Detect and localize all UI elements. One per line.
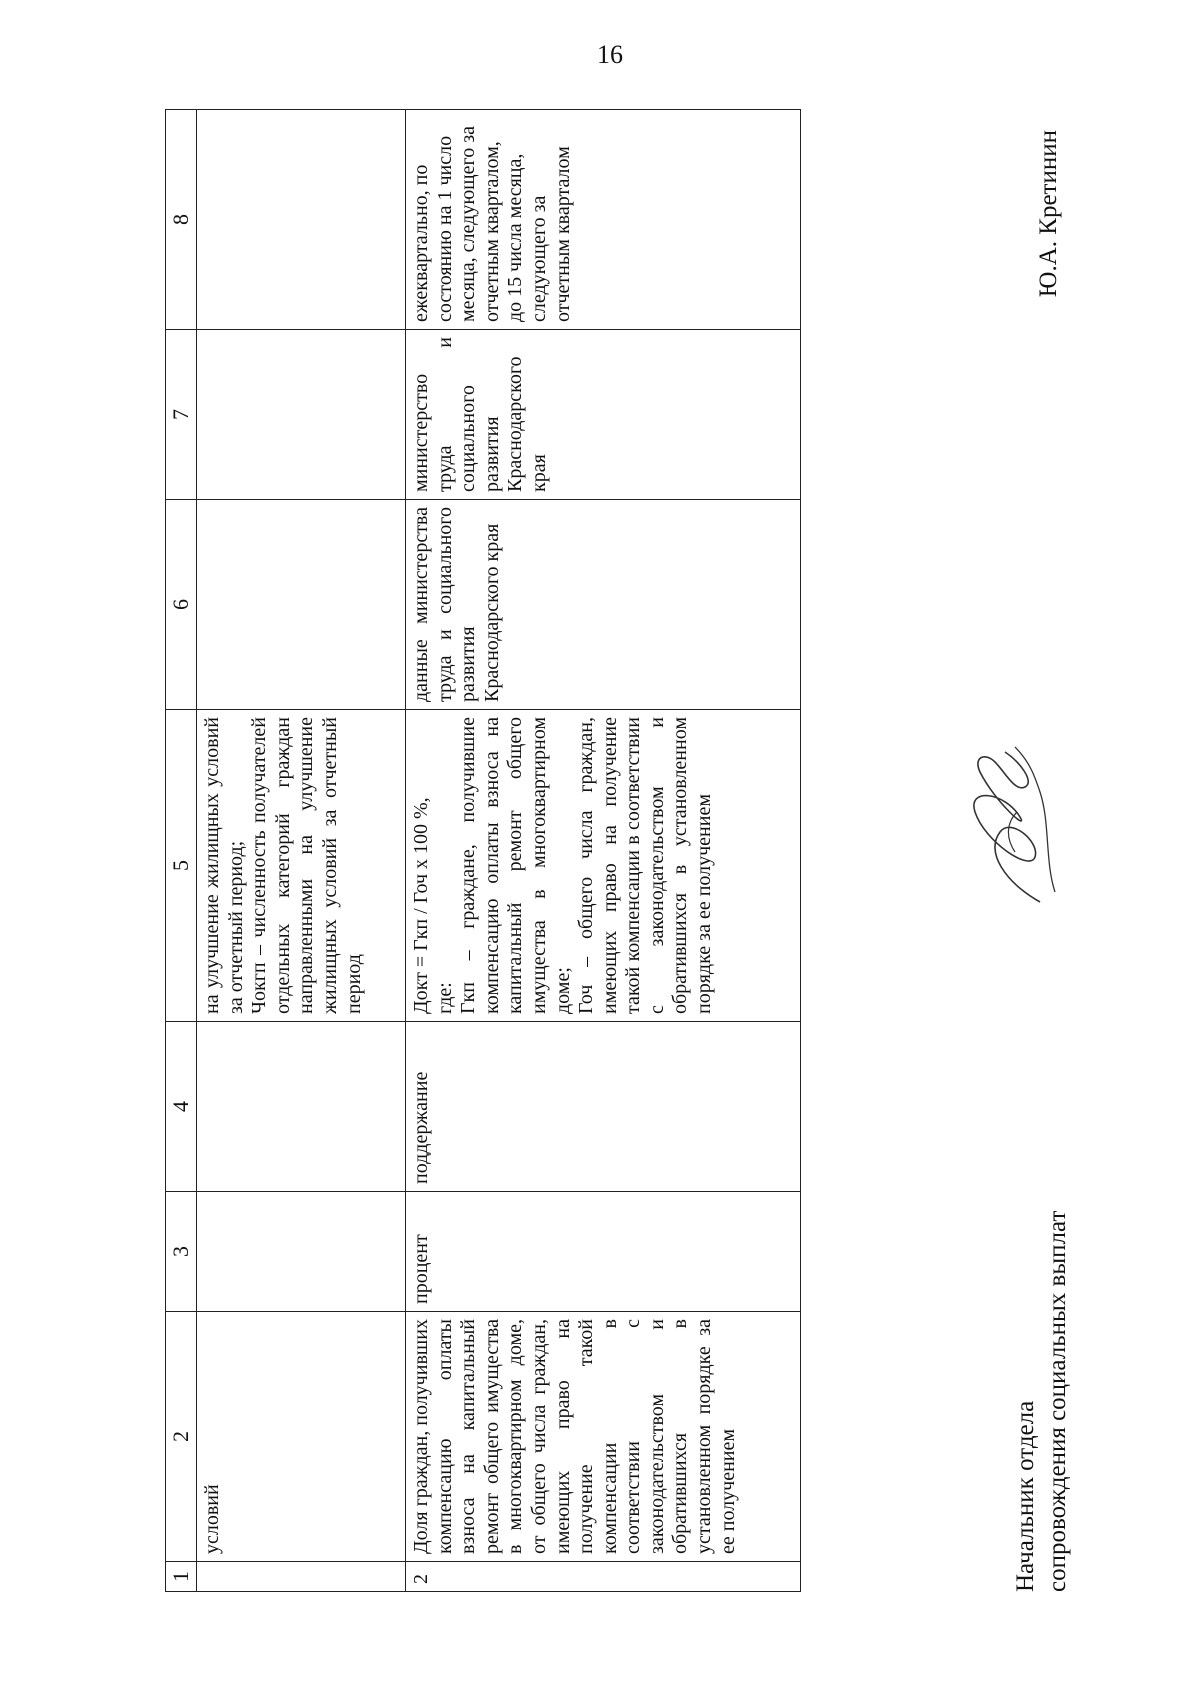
header-row — [166, 110, 197, 1592]
cell-source: данные министерства труда и социального развития Краснодарского края — [405, 500, 800, 710]
page-number: 16 — [597, 40, 623, 69]
signer-position-line2: сопровождения социальных выплат — [1044, 1210, 1071, 1592]
signer-name: Ю.А. Кретинин — [1035, 130, 1062, 298]
cell-dynamics — [196, 1022, 405, 1192]
cell-schedule — [196, 110, 405, 330]
table-row — [405, 110, 800, 1592]
header-col-7: 7 — [166, 330, 197, 500]
signature-block — [1010, 1211, 1074, 1592]
header-col-6: 6 — [166, 500, 197, 710]
header-col-3: 3 — [166, 1192, 197, 1312]
handwritten-signature — [945, 742, 1095, 912]
cell-responsible: министерство труда и социального развития Краснодарского края — [405, 330, 800, 500]
header-col-2: 2 — [166, 1312, 197, 1562]
table-row — [196, 110, 405, 1592]
cell-indicator-name: Доля граждан, получивших компенсацию оплаты взноса на капитальный ремонт общего имущества в многоквартирном доме, от общего числа граждан, имеющих право на получение такой компенсации в соответствии с законодательством и обратившихся в установленном порядке за ее получением — [405, 1312, 800, 1562]
cell-formula: Докт = Гкп / Гоч х 100 %, где: Гкп – граждане, получившие компенсацию оплаты взноса на капитальный ремонт общего имущества в многоквартирном доме; Гоч – общего числа граждан, имеющих право на получение такой компенсации в соответствии с законодательством и обратившихся в установленном порядке за ее получением — [405, 710, 800, 1022]
landscape-frame — [165, 110, 1185, 1592]
cell-indicator-name: условий — [196, 1312, 405, 1562]
cell-formula: на улучшение жилищных условий за отчетный период; Чокгп – численность получателей отдельных категорий граждан направленными на улучшение жилищных условий за отчетный период — [196, 710, 405, 1022]
cell-source — [196, 500, 405, 710]
signer-position-line1: Начальник отдела — [1012, 1400, 1039, 1592]
indicator-table — [165, 109, 801, 1592]
header-col-1: 1 — [166, 1562, 197, 1592]
cell-number: 2 — [405, 1562, 800, 1592]
header-col-4: 4 — [166, 1022, 197, 1192]
cell-responsible — [196, 330, 405, 500]
cell-schedule: ежеквартально, по состоянию на 1 число месяца, следующего за отчетным кварталом, до 15 числа месяца, следующего за отчетным кварталом — [405, 110, 800, 330]
cell-number — [196, 1562, 405, 1592]
cell-unit: процент — [405, 1192, 800, 1312]
header-col-5: 5 — [166, 710, 197, 1022]
cell-unit — [196, 1192, 405, 1312]
header-col-8: 8 — [166, 110, 197, 330]
cell-dynamics: поддержание — [405, 1022, 800, 1192]
